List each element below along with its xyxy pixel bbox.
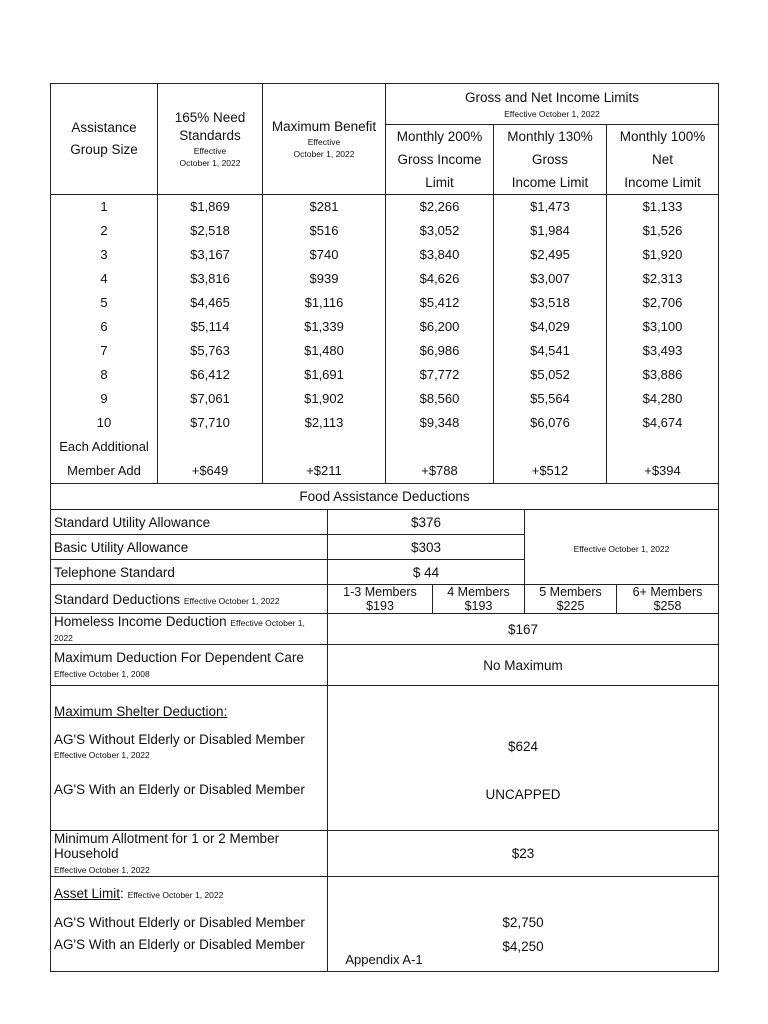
telephone-label: Telephone Standard <box>51 560 328 585</box>
cell-need: $6,412 <box>158 363 263 387</box>
cell-max-benefit: $1,116 <box>263 291 386 315</box>
standard-deductions-label <box>51 585 328 614</box>
cell-130: +$512 <box>494 459 607 484</box>
cell-200: $5,412 <box>386 291 494 315</box>
shelter-title: Maximum Shelter Deduction: <box>54 704 228 719</box>
asset-title: Asset Limit <box>54 886 121 901</box>
cell-max-benefit: +$211 <box>263 459 386 484</box>
header-200-a: Monthly 200% <box>396 129 483 144</box>
table-row <box>51 195 719 220</box>
min-label-text: Minimum Allotment for 1 or 2 Member Household <box>54 831 280 861</box>
cell-size: 7 <box>51 339 158 363</box>
cell-200: $7,772 <box>386 363 494 387</box>
cell-need: $3,167 <box>158 243 263 267</box>
cell-need: $5,114 <box>158 315 263 339</box>
cell-200: $6,986 <box>386 339 494 363</box>
cell-empty <box>494 435 607 459</box>
bua-value: $303 <box>328 535 525 560</box>
table-row-additional-label <box>51 435 719 459</box>
header-gross-net-eff: Effective October 1, 2022 <box>504 109 600 119</box>
cell-max-benefit: $1,480 <box>263 339 386 363</box>
cell-100: $1,133 <box>607 195 719 220</box>
cell-need: $2,518 <box>158 219 263 243</box>
header-max-eff: Effective <box>307 137 341 147</box>
cell-100: $2,706 <box>607 291 719 315</box>
cell-130: $4,029 <box>494 315 607 339</box>
cell-size: 5 <box>51 291 158 315</box>
homeless-row <box>51 614 719 645</box>
cell-130: $1,473 <box>494 195 607 220</box>
cell-size: 3 <box>51 243 158 267</box>
cell-130: $4,541 <box>494 339 607 363</box>
income-limits-table <box>50 83 719 484</box>
table-row <box>51 291 719 315</box>
cell-130: $5,564 <box>494 387 607 411</box>
header-gross-net <box>386 84 719 125</box>
cell-130: $1,984 <box>494 219 607 243</box>
utility-eff-text: Effective October 1, 2022 <box>573 543 670 554</box>
standard-deductions-row <box>51 585 719 614</box>
std-6plus: 6+ Members $258 <box>617 585 719 614</box>
cell-max-benefit: $1,902 <box>263 387 386 411</box>
cell-130: $5,052 <box>494 363 607 387</box>
header-100-net <box>607 125 719 195</box>
std-1-3: 1-3 Members $193 <box>328 585 433 614</box>
utility-effective-date <box>525 510 719 585</box>
header-200-b: Gross Income Limit <box>397 152 482 190</box>
header-130-a: Monthly 130% Gross <box>507 129 593 167</box>
deductions-title-row <box>51 484 719 510</box>
shelter-values <box>328 686 719 831</box>
asset-without-value: $2,750 <box>502 915 544 930</box>
cell-size: 2 <box>51 219 158 243</box>
cell-200: $9,348 <box>386 411 494 435</box>
page-footer: Appendix A-1 <box>345 952 423 967</box>
homeless-value: $167 <box>328 614 719 645</box>
cell-max-benefit: $516 <box>263 219 386 243</box>
dep-label-text: Maximum Deduction For Dependent Care <box>54 650 304 665</box>
cell-need: $5,763 <box>158 339 263 363</box>
cell-100: $1,526 <box>607 219 719 243</box>
cell-100: $4,674 <box>607 411 719 435</box>
cell-max-benefit: $2,113 <box>263 411 386 435</box>
cell-100: $1,920 <box>607 243 719 267</box>
header-100-b: Income Limit <box>624 175 701 190</box>
table-row-additional <box>51 459 719 484</box>
cell-need: $3,816 <box>158 267 263 291</box>
table-row <box>51 315 719 339</box>
asset-colon: : <box>120 886 124 901</box>
deductions-table <box>50 483 719 972</box>
homeless-eff: Effective October 1, 2022 <box>54 618 305 643</box>
cell-need: $7,710 <box>158 411 263 435</box>
shelter-with-label: AG'S With an Elderly or Disabled Member <box>54 782 305 797</box>
shelter-with-value: UNCAPPED <box>485 787 561 802</box>
cell-size: 10 <box>51 411 158 435</box>
cell-200: $6,200 <box>386 315 494 339</box>
header-max-benefit <box>263 84 386 195</box>
dependent-care-row <box>51 645 719 686</box>
cell-200: $4,626 <box>386 267 494 291</box>
std-4: 4 Members $193 <box>433 585 525 614</box>
cell-size: 9 <box>51 387 158 411</box>
bua-label: Basic Utility Allowance <box>51 535 328 560</box>
cell-130: $3,518 <box>494 291 607 315</box>
cell-empty <box>263 435 386 459</box>
document-page <box>50 83 718 972</box>
cell-max-benefit: $1,339 <box>263 315 386 339</box>
asset-without-label: AG'S Without Elderly or Disabled Member <box>54 915 305 930</box>
header-130-b: Income Limit <box>511 175 589 190</box>
cell-100: $3,100 <box>607 315 719 339</box>
cell-200: +$788 <box>386 459 494 484</box>
min-eff: Effective October 1, 2022 <box>54 865 150 875</box>
cell-need: $1,869 <box>158 195 263 220</box>
cell-130: $6,076 <box>494 411 607 435</box>
shelter-label <box>51 686 328 831</box>
std-eff: Effective October 1, 2022 <box>183 595 280 606</box>
sua-value: $376 <box>328 510 525 535</box>
asset-with-label: AG'S With an Elderly or Disabled Member <box>54 937 305 952</box>
cell-empty <box>386 435 494 459</box>
std-5: 5 Members $225 <box>525 585 617 614</box>
cell-max-benefit: $1,691 <box>263 363 386 387</box>
table-row <box>51 411 719 435</box>
min-allotment-row <box>51 831 719 877</box>
cell-100: $3,493 <box>607 339 719 363</box>
header-need-standards <box>158 84 263 195</box>
cell-130: $2,495 <box>494 243 607 267</box>
deductions-title: Food Assistance Deductions <box>51 484 719 510</box>
min-allotment-label <box>51 831 328 877</box>
header-max-date: October 1, 2022 <box>293 149 355 159</box>
table-row <box>51 243 719 267</box>
header-need-date: October 1, 2022 <box>179 158 241 168</box>
cell-size: 6 <box>51 315 158 339</box>
homeless-label <box>51 614 328 645</box>
table-row <box>51 363 719 387</box>
cell-100: +$394 <box>607 459 719 484</box>
shelter-without-value: $624 <box>507 739 539 754</box>
std-label-text: Standard Deductions <box>54 591 181 607</box>
asset-eff: Effective October 1, 2022 <box>127 890 224 900</box>
shelter-row <box>51 686 719 831</box>
cell-100: $2,313 <box>607 267 719 291</box>
cell-200: $3,840 <box>386 243 494 267</box>
shelter-without-eff: Effective October 1, 2022 <box>54 750 150 760</box>
cell-size: 4 <box>51 267 158 291</box>
cell-additional-label: Member Add <box>51 459 158 484</box>
asset-with-value: $4,250 <box>502 939 544 954</box>
dependent-care-value: No Maximum <box>328 645 719 686</box>
table-row <box>51 387 719 411</box>
cell-130: $3,007 <box>494 267 607 291</box>
shelter-without-label: AG'S Without Elderly or Disabled Member <box>54 732 305 747</box>
header-100-a: Monthly 100% Net <box>619 129 706 167</box>
cell-max-benefit: $740 <box>263 243 386 267</box>
cell-need: +$649 <box>158 459 263 484</box>
header-need-text: 165% Need Standards <box>174 110 246 143</box>
homeless-label-text: Homeless Income Deduction <box>54 614 227 629</box>
dependent-care-label <box>51 645 328 686</box>
cell-200: $2,266 <box>386 195 494 220</box>
cell-size: 8 <box>51 363 158 387</box>
header-group-size-text: Assistance Group Size <box>70 120 138 157</box>
cell-max-benefit: $939 <box>263 267 386 291</box>
table-row <box>51 219 719 243</box>
cell-200: $3,052 <box>386 219 494 243</box>
cell-additional-label: Each Additional <box>51 435 158 459</box>
cell-100: $3,886 <box>607 363 719 387</box>
cell-need: $7,061 <box>158 387 263 411</box>
telephone-value: $ 44 <box>328 560 525 585</box>
sua-label: Standard Utility Allowance <box>51 510 328 535</box>
table-row <box>51 339 719 363</box>
cell-size: 1 <box>51 195 158 220</box>
cell-100: $4,280 <box>607 387 719 411</box>
cell-need: $4,465 <box>158 291 263 315</box>
cell-max-benefit: $281 <box>263 195 386 220</box>
header-row-1 <box>51 84 719 125</box>
cell-empty <box>607 435 719 459</box>
header-130-gross <box>494 125 607 195</box>
header-200-gross <box>386 125 494 195</box>
sua-row <box>51 510 719 535</box>
header-gross-net-text: Gross and Net Income Limits <box>464 90 640 105</box>
cell-empty <box>158 435 263 459</box>
cell-200: $8,560 <box>386 387 494 411</box>
table-row <box>51 267 719 291</box>
header-max-text: Maximum Benefit <box>271 119 377 134</box>
asset-title-line <box>54 885 324 904</box>
min-allotment-value: $23 <box>328 831 719 877</box>
header-group-size <box>51 84 158 195</box>
dep-eff: Effective October 1, 2008 <box>54 669 150 679</box>
header-need-eff: Effective <box>193 146 227 156</box>
